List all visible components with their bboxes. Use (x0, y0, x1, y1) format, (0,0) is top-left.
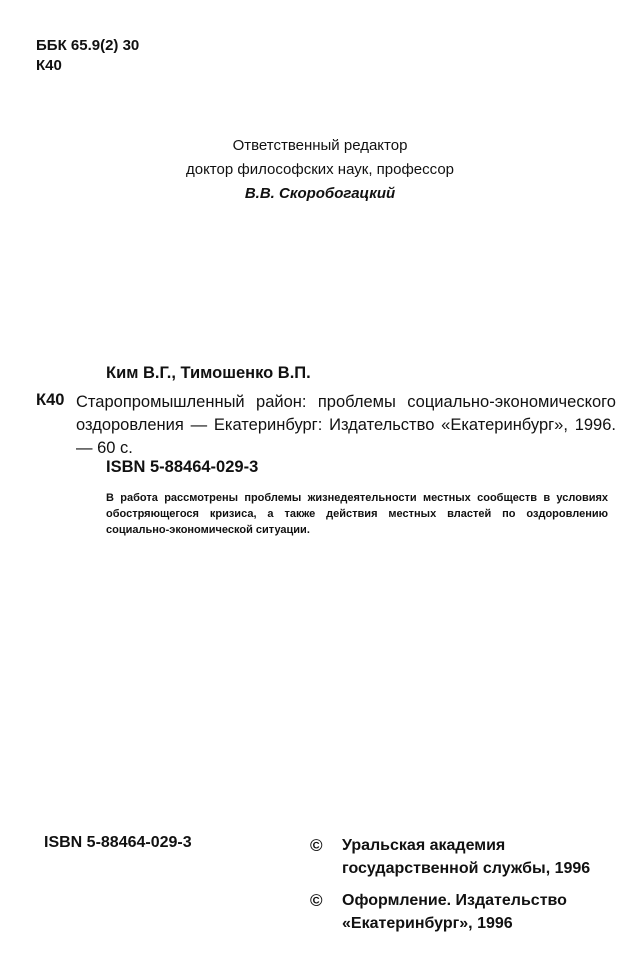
copyright-list (310, 834, 610, 944)
editor-role: Ответственный редактор (232, 137, 408, 154)
authors-line: Ким В.Г., Тимошенко В.П. (106, 364, 311, 382)
entry-code: К40 (36, 391, 65, 409)
copyright-icon: © (310, 836, 323, 855)
abstract-text: В работа рассмотрены проблемы жизнедеятельности местных сообществ в условиях обостряющегося кризиса, а также действия местных властей по оздоровлению социально-экономической ситуации. (106, 492, 608, 536)
isbn-main: ISBN 5-88464-029-3 (106, 458, 259, 476)
copyright-text: Оформление. Издательство «Екатеринбург», 1996 (342, 892, 567, 932)
isbn-footer: ISBN 5-88464-029-3 (44, 834, 192, 851)
copyright-item (310, 834, 610, 880)
classification-block (36, 36, 139, 76)
author-mark: К40 (36, 57, 62, 74)
editor-name: В.В. Скоробогацкий (244, 185, 396, 202)
entry-description: Старопромышленный район: проблемы социально-экономического оздоровления — Екатеринбург: Издательство «Екатеринбург», 1996. — 60 с. (76, 393, 616, 457)
editor-block (0, 134, 640, 206)
bbk-code: ББК 65.9(2) 30 (36, 37, 140, 54)
copyright-text: Уральская академия государственной службы, 1996 (342, 837, 591, 877)
copyright-icon: © (310, 891, 323, 910)
editor-degree: доктор философских наук, профессор (185, 161, 455, 178)
copyright-item (310, 889, 610, 935)
